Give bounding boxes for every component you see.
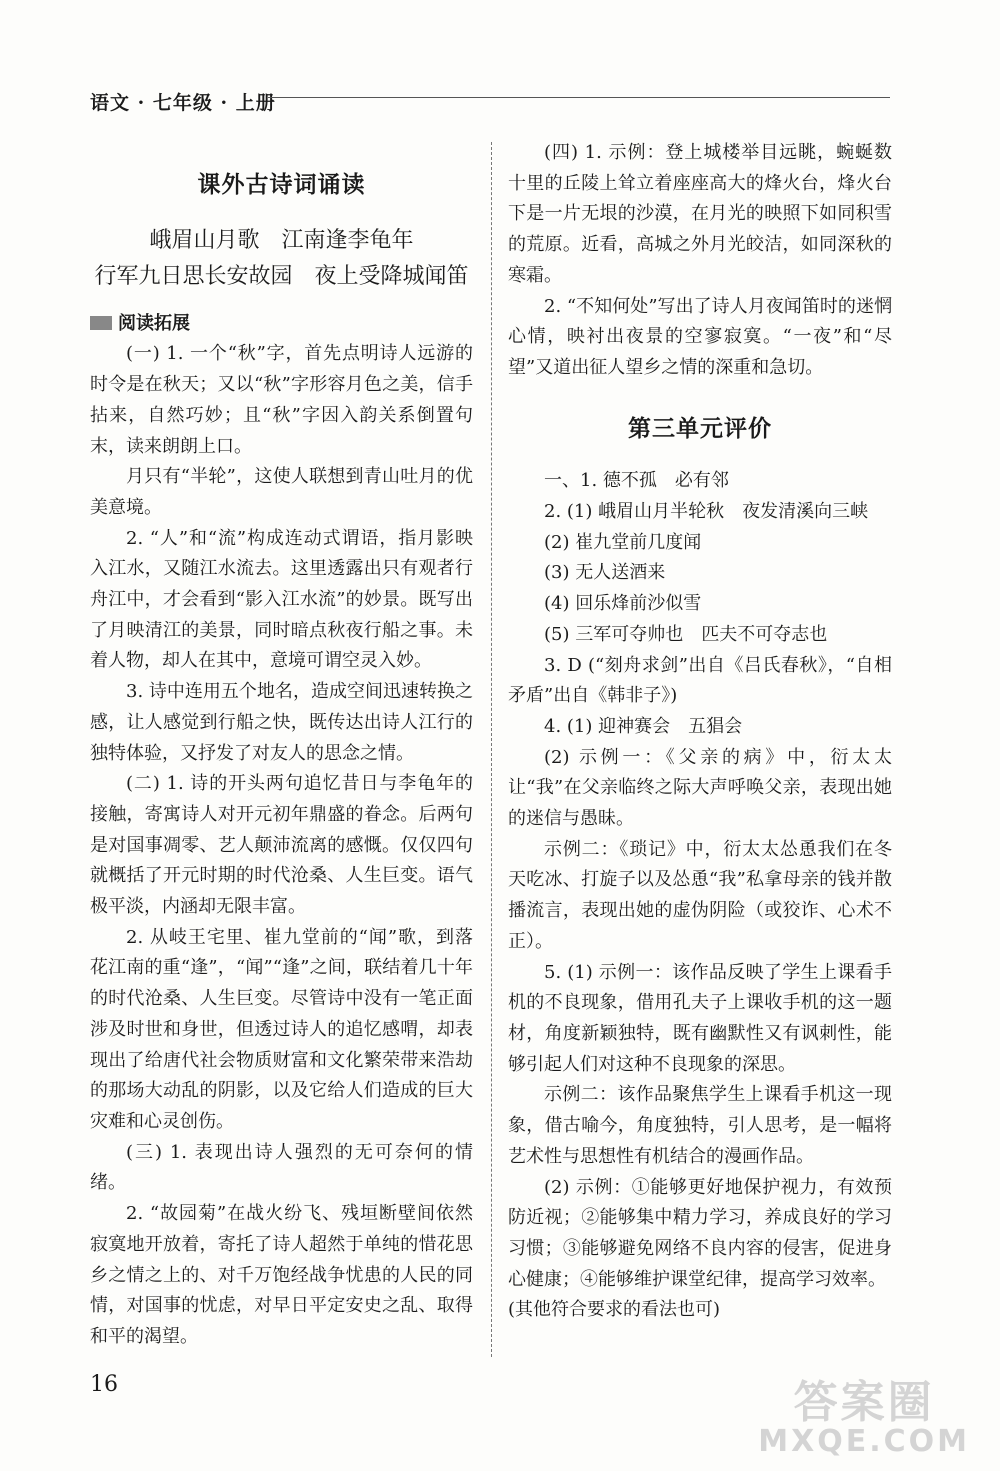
reading-extension-tag [90,309,473,340]
watermark-line-2: MXQE.COM [758,1424,970,1459]
column-divider [491,142,492,1357]
page-number: 16 [90,1372,118,1397]
answer-paragraph: (2) 示例一：《父亲的病》中，衍太太让“我”在父亲临终之际大声呼唤父亲，表现出她的迷信与愚昧。 [508,746,892,830]
right-column [508,138,892,1326]
answer-paragraph: (2) 示例：①能够更好地保护视力，有效预防近视；②能够集中精力学习，养成良好的学习习惯；③能够避免网络不良内容的侵害，促进身心健康；④能够维护课堂纪律，提高学习效率。 [508,1176,892,1290]
answer-paragraph: (二) 1. 诗的开头两句追忆昔日与李龟年的接触，寄寓诗人对开元初年鼎盛的眷念。后两句是对国事凋零、艺人颠沛流离的感慨。仅仅四句就概括了开元时期的时代沧桑、人生巨变。语气极平淡，内涵却无限丰富。 [90,773,473,918]
reading-extension-label: 阅读拓展 [118,312,190,334]
watermark-line-1: 答案圈 [793,1377,935,1428]
answer-paragraph: 3. D (“刻舟求剑”出自《吕氏春秋》，“自相矛盾”出自《韩非子》) [508,654,892,707]
answer-paragraph: 2. 从岐王宅里、崔九堂前的“闻”歌，到落花江南的重“逢”，“闻”“逢”之间，联结着几十年的时代沧桑、人生巨变。尽管诗中没有一笔正面涉及时世和身世，但透过诗人的追忆感喟，却表现出了给唐代社会物质财富和文化繁荣带来浩劫的那场大动乱的阴影，以及它给人们造成的巨大灾难和心灵创伤。 [90,926,473,1132]
answer-paragraph: 2. “不知何处”写出了诗人月夜闻笛时的迷惘心情，映衬出夜景的空寥寂寞。“一夜”和“尽望”又道出征人望乡之情的深重和急切。 [508,295,892,378]
answer-paragraph: 月只有“半轮”，这使人联想到青山吐月的优美意境。 [90,466,473,518]
answer-paragraph: 示例二：该作品聚焦学生上课看手机这一现象，借古喻今，角度独特，引人思考，是一幅将艺术性与思想性有机结合的漫画作品。 [508,1084,892,1167]
answer-paragraph: (四) 1. 示例：登上城楼举目远眺，蜿蜒数十里的丘陵上耸立着座座高大的烽火台，烽火台下是一片无垠的沙漠，在月光的映照下如同积雪的荒原。近看，高城之外月光皎洁，如同深秋的寒霜。 [508,142,892,286]
section-title-poetry: 课外古诗词诵读 [197,172,366,198]
answer-paragraph: 5. (1) 示例一：该作品反映了学生上课看手机的不良现象，借用孔夫子上课收手机的这一题材，角度新颖独特，既有幽默性又有讽刺性，能够引起人们对这种不良现象的深思。 [508,961,892,1075]
watermark-logo [758,1366,970,1459]
answer-paragraph: (2) 崔九堂前几度闻 [544,531,702,553]
answer-paragraph: (一) 1. 一个“秋”字，首先点明诗人远游的时令是在秋天；又以“秋”字形容月色之美，信手拈来，自然巧妙；且“秋”字因入韵关系倒置句末，读来朗朗上口。 [90,343,473,457]
answer-paragraph: (三) 1. 表现出诗人强烈的无可奈何的情绪。 [90,1141,473,1194]
square-icon [90,316,112,330]
answer-paragraph: (3) 无人送酒来 [544,562,666,584]
answer-paragraph: (5) 三军可夺帅也 匹夫不可夺志也 [544,623,828,645]
answer-paragraph: 2. “人”和“流”构成连动式谓语，指月影映入江水，又随江水流去。这里透露出只有观者行舟江中，才会看到“影入江水流”的妙景。既写出了月映清江的美景，同时暗点秋夜行船之事。未着人物，却人在其中，意境可谓空灵入妙。 [90,527,473,672]
answer-paragraph: 3. 诗中连用五个地名，造成空间迅速转换之感，让人感觉到行船之快，既传达出诗人江行的独特体验，又抒发了对友人的思念之情。 [90,681,473,764]
left-column [90,170,473,1353]
answer-paragraph: 2. (1) 峨眉山月半轮秋 夜发清溪向三峡 [544,501,869,523]
running-header: 语文 · 七年级 · 上册 [90,92,276,114]
poem-titles-line-2: 行军九日思长安故园 夜上受降城闻笛 [94,263,469,289]
header-rule [268,97,890,98]
section-title-unit-review: 第三单元评价 [628,415,772,442]
answer-paragraph: (4) 回乐烽前沙似雪 [544,593,702,615]
answer-paragraph: (其他符合要求的看法也可) [508,1299,721,1321]
answer-paragraph: 示例二：《琐记》中，衍太太怂恿我们在冬天吃冰、打旋子以及怂恿“我”私拿母亲的钱并散播流言，表现出她的虚伪阴险（或狡诈、心术不正）。 [508,838,892,952]
answer-paragraph: 一、1. 德不孤 必有邻 [544,470,729,492]
poem-titles-line-1: 峨眉山月歌 江南逢李龟年 [149,227,414,253]
answer-paragraph: 2. “故园菊”在战火纷飞、残垣断壁间依然寂寞地开放着，寄托了诗人超然于单纯的惜花思乡之情之上的、对千万饱经战争忧患的人民的同情，对国事的忧虑，对早日平定安史之乱、取得和平的渴望。 [90,1203,473,1347]
answer-paragraph: 4. (1) 迎神赛会 五猖会 [544,715,743,737]
